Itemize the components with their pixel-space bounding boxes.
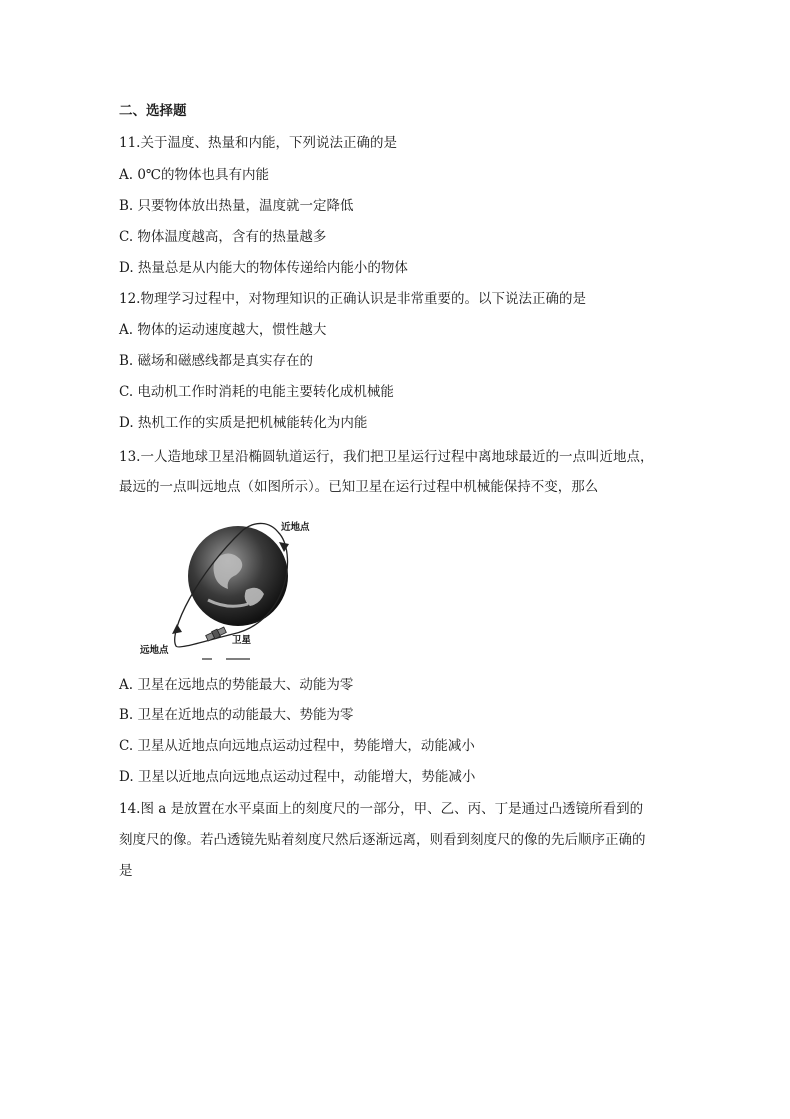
q11-stem: 11.关于温度、热量和内能，下列说法正确的是 [119,135,397,151]
q12-option-d: D. 热机工作的实质是把机械能转化为内能 [119,415,368,431]
q13-option-a: A. 卫星在远地点的势能最大、动能为零 [119,677,354,693]
q11-option-b: B. 只要物体放出热量，温度就一定降低 [119,198,354,214]
satellite [205,626,227,642]
q11-option-d: D. 热量总是从内能大的物体传递给内能小的物体 [119,260,408,276]
q13-option-b: B. 卫星在近地点的动能最大、势能为零 [119,707,354,723]
orbit-arrow [172,624,182,634]
q11-option-a: A. 0℃的物体也具有内能 [119,167,270,183]
satellite-orbit-figure [138,512,318,660]
q12-stem: 12.物理学习过程中，对物理知识的正确认识是非常重要的。以下说法正确的是 [119,291,586,307]
q13-stem-line1: 13.一人造地球卫星沿椭圆轨道运行，我们把卫星运行过程中离地球最近的一点叫近地点， [119,449,654,465]
satellite-label: 卫星 [232,635,252,646]
q13-option-d: D. 卫星以近地点向远地点运动过程中，动能增大，势能减小 [119,769,476,785]
q14-stem-line1: 14.图 a 是放置在水平桌面上的刻度尺的一部分，甲、乙、丙、丁是通过凸透镜所看到的 [119,801,644,817]
apogee-label: 远地点 [140,645,169,656]
q12-option-a: A. 物体的运动速度越大，惯性越大 [119,322,327,338]
q13-stem-line2: 最远的一点叫远地点（如图所示）。已知卫星在运行过程中机械能保持不变，那么 [119,479,599,495]
perigee-label: 近地点 [281,522,310,533]
q12-option-b: B. 磁场和磁感线都是真实存在的 [119,353,314,369]
q14-stem-line2: 刻度尺的像。若凸透镜先贴着刻度尺然后逐渐远离，则看到刻度尺的像的先后顺序正确的 [119,832,646,848]
q11-option-c: C. 物体温度越高，含有的热量越多 [119,229,327,245]
q13-option-c: C. 卫星从近地点向远地点运动过程中，势能增大，动能减小 [119,738,475,754]
q12-option-c: C. 电动机工作时消耗的电能主要转化成机械能 [119,384,394,400]
orbit-diagram [138,512,318,660]
section-title: 二、选择题 [119,103,187,119]
q14-stem-line3: 是 [119,863,133,879]
